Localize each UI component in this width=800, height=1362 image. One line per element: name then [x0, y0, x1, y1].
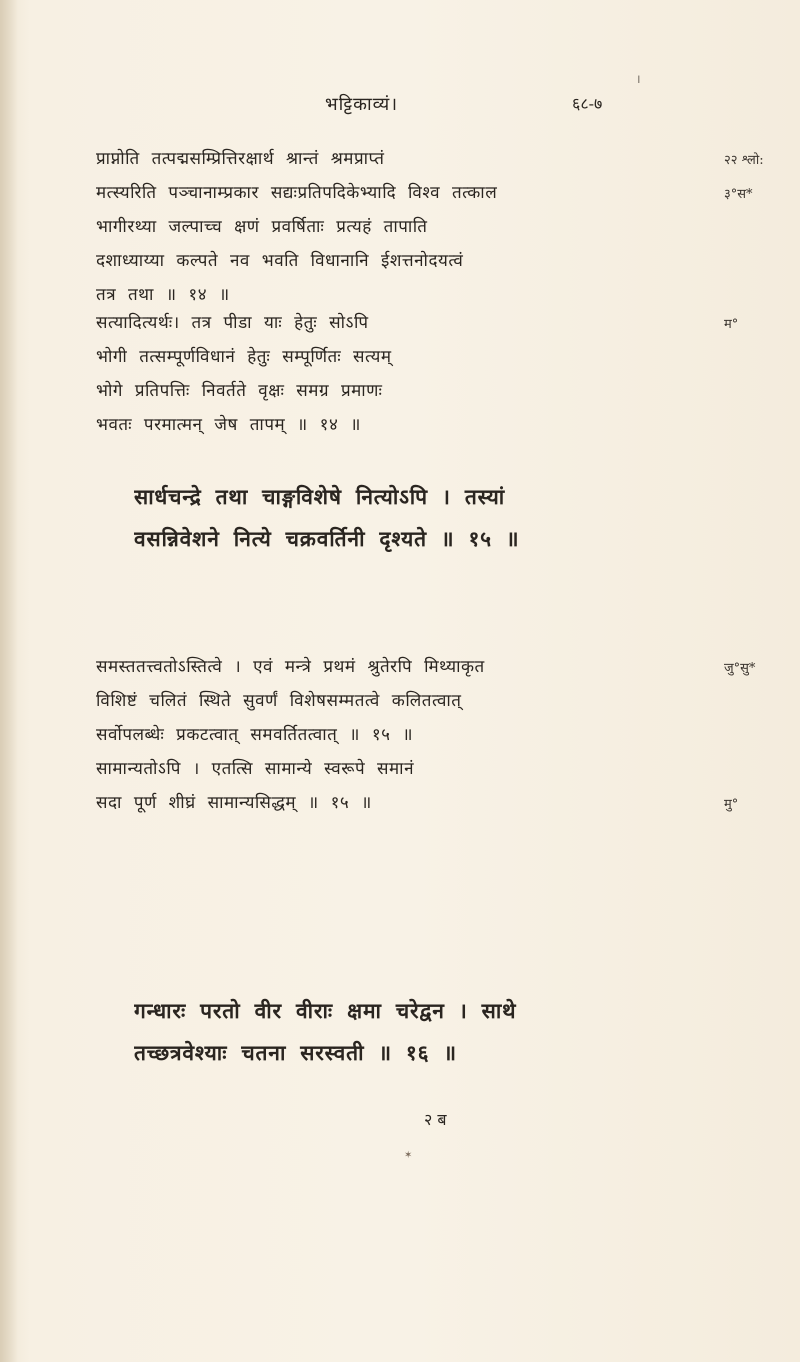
verse-line: वसन्निवेशने नित्ये चक्रवर्तिनी दृश्यते ॥ १५ ॥: [134, 526, 520, 551]
text-line: सामान्यतोऽपि । एतत्सि सामान्ये स्वरूपे समानं: [96, 759, 415, 779]
text-line: प्राप्नोति तत्पद्मसम्प्रित्तिरक्षार्थ श्रान्तं श्रमप्राप्तं: [96, 149, 385, 169]
text-line: विशिष्टं चलितं स्थिते सुवर्णं विशेषसम्मतत्वे कलितत्वात्: [96, 691, 462, 711]
folio-signature: २ ब: [424, 1110, 447, 1129]
margin-note: म°: [724, 317, 739, 332]
text-line: सर्वोपलब्धेः प्रकटत्वात् समवर्तितत्वात् ॥ १५ ॥: [96, 725, 414, 745]
page-header: [0, 92, 800, 122]
text-line: सत्यादित्यर्थः। तत्र पीडा याः हेतुः सोऽपि: [96, 313, 369, 333]
running-title: भट्टिकाव्यं।: [325, 94, 399, 115]
margin-note: ३°स*: [724, 187, 753, 202]
commentary-block-c: [96, 650, 716, 820]
commentary-block-b: [96, 306, 716, 442]
verse-block-b: [134, 990, 724, 1074]
text-line: भागीरथ्या जल्पाच्च क्षणं प्रवर्षिताः प्रत्यहं तापाति: [96, 217, 428, 237]
bottom-mark: ✶: [404, 1150, 413, 1161]
page-number: ६८-७: [572, 94, 603, 113]
verse-block-a: [134, 476, 724, 560]
margin-note: मु°: [724, 797, 739, 812]
binding-shadow: [0, 0, 18, 1362]
text-line: तत्र तथा ॥ १४ ॥: [96, 285, 230, 305]
verse-line: तच्छत्रवेश्याः चतना सरस्वती ॥ १६ ॥: [134, 1040, 457, 1065]
text-line: मत्स्यरिति पञ्चानाम्प्रकार सद्यःप्रतिपदिकेभ्यादि विश्व तत्काल: [96, 183, 498, 203]
verse-line: गन्धारः परतो वीर वीराः क्षमा चरेद्वन । साथे: [134, 998, 517, 1023]
text-line: भोगे प्रतिपत्तिः निवर्तते वृक्षः समग्र प्रमाणः: [96, 381, 383, 401]
text-line: भवतः परमात्मन् जेष तापम् ॥ १४ ॥: [96, 415, 361, 435]
text-line: भोगी तत्सम्पूर्णविधानं हेतुः सम्पूर्णितः सत्यम्: [96, 347, 392, 367]
text-line: सदा पूर्ण शीघ्रं सामान्यसिद्धम् ॥ १५ ॥: [96, 793, 372, 813]
text-line: दशाध्याय्या कल्पते नव भवति विधानानि ईशत्तनोदयत्वं: [96, 251, 464, 271]
commentary-block-a: [96, 142, 716, 312]
verse-line: सार्धचन्द्रे तथा चाङ्गविशेषे नित्योऽपि । तस्यां: [134, 484, 506, 509]
margin-note: जु°सु*: [724, 661, 756, 676]
margin-note: २२ श्लो:: [724, 153, 764, 168]
text-line: समस्ततत्त्वतोऽस्तित्वे । एवं मन्त्रे प्रथमं श्रुतेरपि मिथ्याकृत: [96, 657, 485, 677]
stray-mark: ।: [636, 72, 641, 86]
